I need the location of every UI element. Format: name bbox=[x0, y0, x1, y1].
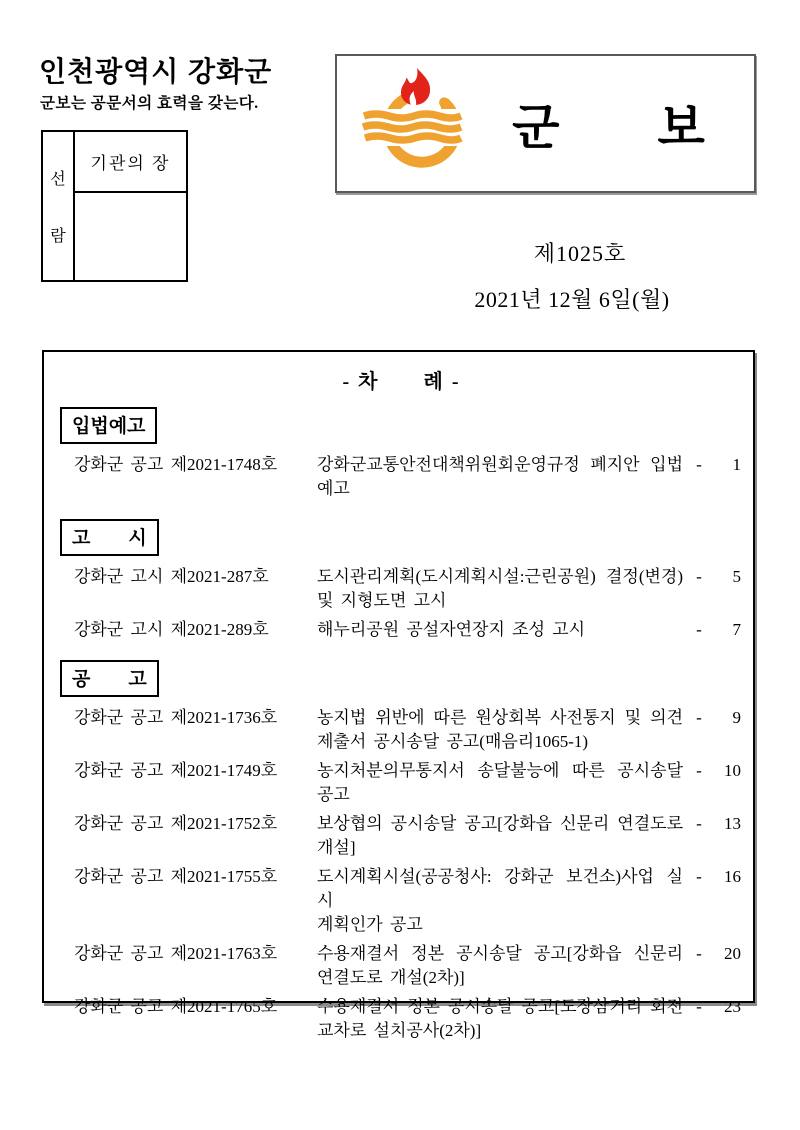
agency-title: 인천광역시 강화군 bbox=[39, 56, 273, 87]
entry-leader-dash: - bbox=[696, 761, 702, 780]
entry-title-line1: 농지처분의무통지서 송달불능에 따른 공시송달 bbox=[317, 761, 683, 780]
entry-title-line1: 도시계획시설(공공청사: 강화군 보건소)사업 실시 bbox=[317, 867, 683, 910]
entry-page-number: 23 bbox=[724, 997, 741, 1016]
gazette-title: 군 보 bbox=[512, 100, 705, 155]
entry-leader-dash: - bbox=[696, 997, 702, 1016]
entry-title-line1: 수용재결서 정본 공시송달 공고[도장삼거리 회전 bbox=[317, 997, 683, 1016]
entry-title-line1: 농지법 위반에 따른 원상회복 사전통지 및 의견 bbox=[317, 708, 683, 727]
entry-page-number: 9 bbox=[732, 708, 741, 727]
toc-entry bbox=[74, 865, 743, 937]
toc-entry bbox=[74, 706, 743, 754]
entry-leader-dash: - bbox=[696, 455, 702, 474]
emblem-wave-3 bbox=[365, 136, 461, 140]
entry-doc-number: 강화군 고시 제2021-287호 bbox=[74, 567, 269, 586]
entry-leader-dash: - bbox=[696, 567, 702, 586]
entry-doc-number: 강화군 공고 제2021-1763호 bbox=[74, 944, 278, 963]
entry-leader-dash: - bbox=[696, 867, 702, 886]
entry-title-line2: 공고 bbox=[317, 785, 350, 804]
entry-title-line2: 예고 bbox=[317, 479, 350, 498]
entry-page-number: 20 bbox=[724, 944, 741, 963]
approval-signature-cell bbox=[75, 193, 186, 280]
entry-title-line2: 계획인가 공고 bbox=[317, 915, 423, 934]
gazette-title-box bbox=[335, 54, 756, 193]
entry-doc-number: 강화군 공고 제2021-1736호 bbox=[74, 708, 278, 727]
entry-title-line2: 및 지형도면 고시 bbox=[317, 591, 447, 610]
approval-char-seon: 선 bbox=[50, 171, 66, 188]
entry-title-line2: 교차로 설치공사(2차)] bbox=[317, 1021, 482, 1040]
issue-date: 2021년 12월 6일(월) bbox=[474, 287, 670, 312]
entry-doc-number: 강화군 공고 제2021-1765호 bbox=[74, 997, 278, 1016]
toc-entry bbox=[74, 618, 743, 642]
entry-page-number: 16 bbox=[724, 867, 741, 886]
table-of-contents bbox=[42, 350, 755, 1040]
entry-doc-number: 강화군 공고 제2021-1749호 bbox=[74, 761, 278, 780]
toc-title: - 차 례 - bbox=[342, 371, 461, 393]
entry-page-number: 7 bbox=[732, 620, 741, 639]
entry-title-line2: 개설] bbox=[317, 838, 356, 857]
entry-title-line2: 연결도로 개설(2차)] bbox=[317, 968, 465, 987]
entry-title-line1: 해누리공원 공설자연장지 조성 고시 bbox=[317, 620, 586, 639]
toc-entry bbox=[74, 759, 743, 807]
section-heading-notification: 고 시 bbox=[60, 519, 159, 556]
entry-page-number: 5 bbox=[732, 567, 741, 586]
approval-char-ram: 람 bbox=[50, 228, 66, 245]
emblem-wave-2 bbox=[363, 125, 461, 129]
entry-leader-dash: - bbox=[696, 944, 702, 963]
entry-title-line1: 도시관리계획(도시계획시설:근린공원) 결정(변경) bbox=[317, 567, 683, 586]
toc-entry bbox=[74, 942, 743, 990]
entry-leader-dash: - bbox=[696, 708, 702, 727]
entry-title-line1: 수용재결서 정본 공시송달 공고[강화읍 신문리 bbox=[317, 944, 683, 963]
approval-head-label: 기관의 장 bbox=[75, 132, 186, 193]
section-heading-legislation-notice: 입법예고 bbox=[60, 407, 157, 444]
issue-number: 제1025호 bbox=[533, 241, 627, 266]
toc-entry bbox=[74, 565, 743, 613]
toc-entry bbox=[74, 453, 743, 501]
entry-doc-number: 강화군 공고 제2021-1752호 bbox=[74, 814, 278, 833]
approval-table bbox=[41, 130, 188, 282]
agency-note: 군보는 공문서의 효력을 갖는다. bbox=[40, 95, 259, 112]
entry-title-line1: 보상협의 공시송달 공고[강화읍 신문리 연결도로 bbox=[317, 814, 683, 833]
entry-doc-number: 강화군 고시 제2021-289호 bbox=[74, 620, 269, 639]
entry-page-number: 13 bbox=[724, 814, 741, 833]
toc-entry bbox=[74, 995, 743, 1043]
entry-leader-dash: - bbox=[696, 814, 702, 833]
emblem-wave-1 bbox=[364, 114, 461, 118]
county-emblem-icon bbox=[361, 67, 473, 181]
entry-leader-dash: - bbox=[696, 620, 702, 639]
entry-title-line1: 강화군교통안전대책위원회운영규정 폐지안 입법 bbox=[317, 455, 683, 474]
entry-doc-number: 강화군 공고 제2021-1755호 bbox=[74, 867, 278, 886]
entry-doc-number: 강화군 공고 제2021-1748호 bbox=[74, 455, 278, 474]
section-heading-public-notice: 공 고 bbox=[60, 660, 159, 697]
entry-page-number: 1 bbox=[732, 455, 741, 474]
entry-title-line2: 제출서 공시송달 공고(매음리1065-1) bbox=[317, 732, 589, 751]
approval-vertical-label bbox=[43, 132, 75, 280]
entry-page-number: 10 bbox=[724, 761, 741, 780]
toc-entry bbox=[74, 812, 743, 860]
